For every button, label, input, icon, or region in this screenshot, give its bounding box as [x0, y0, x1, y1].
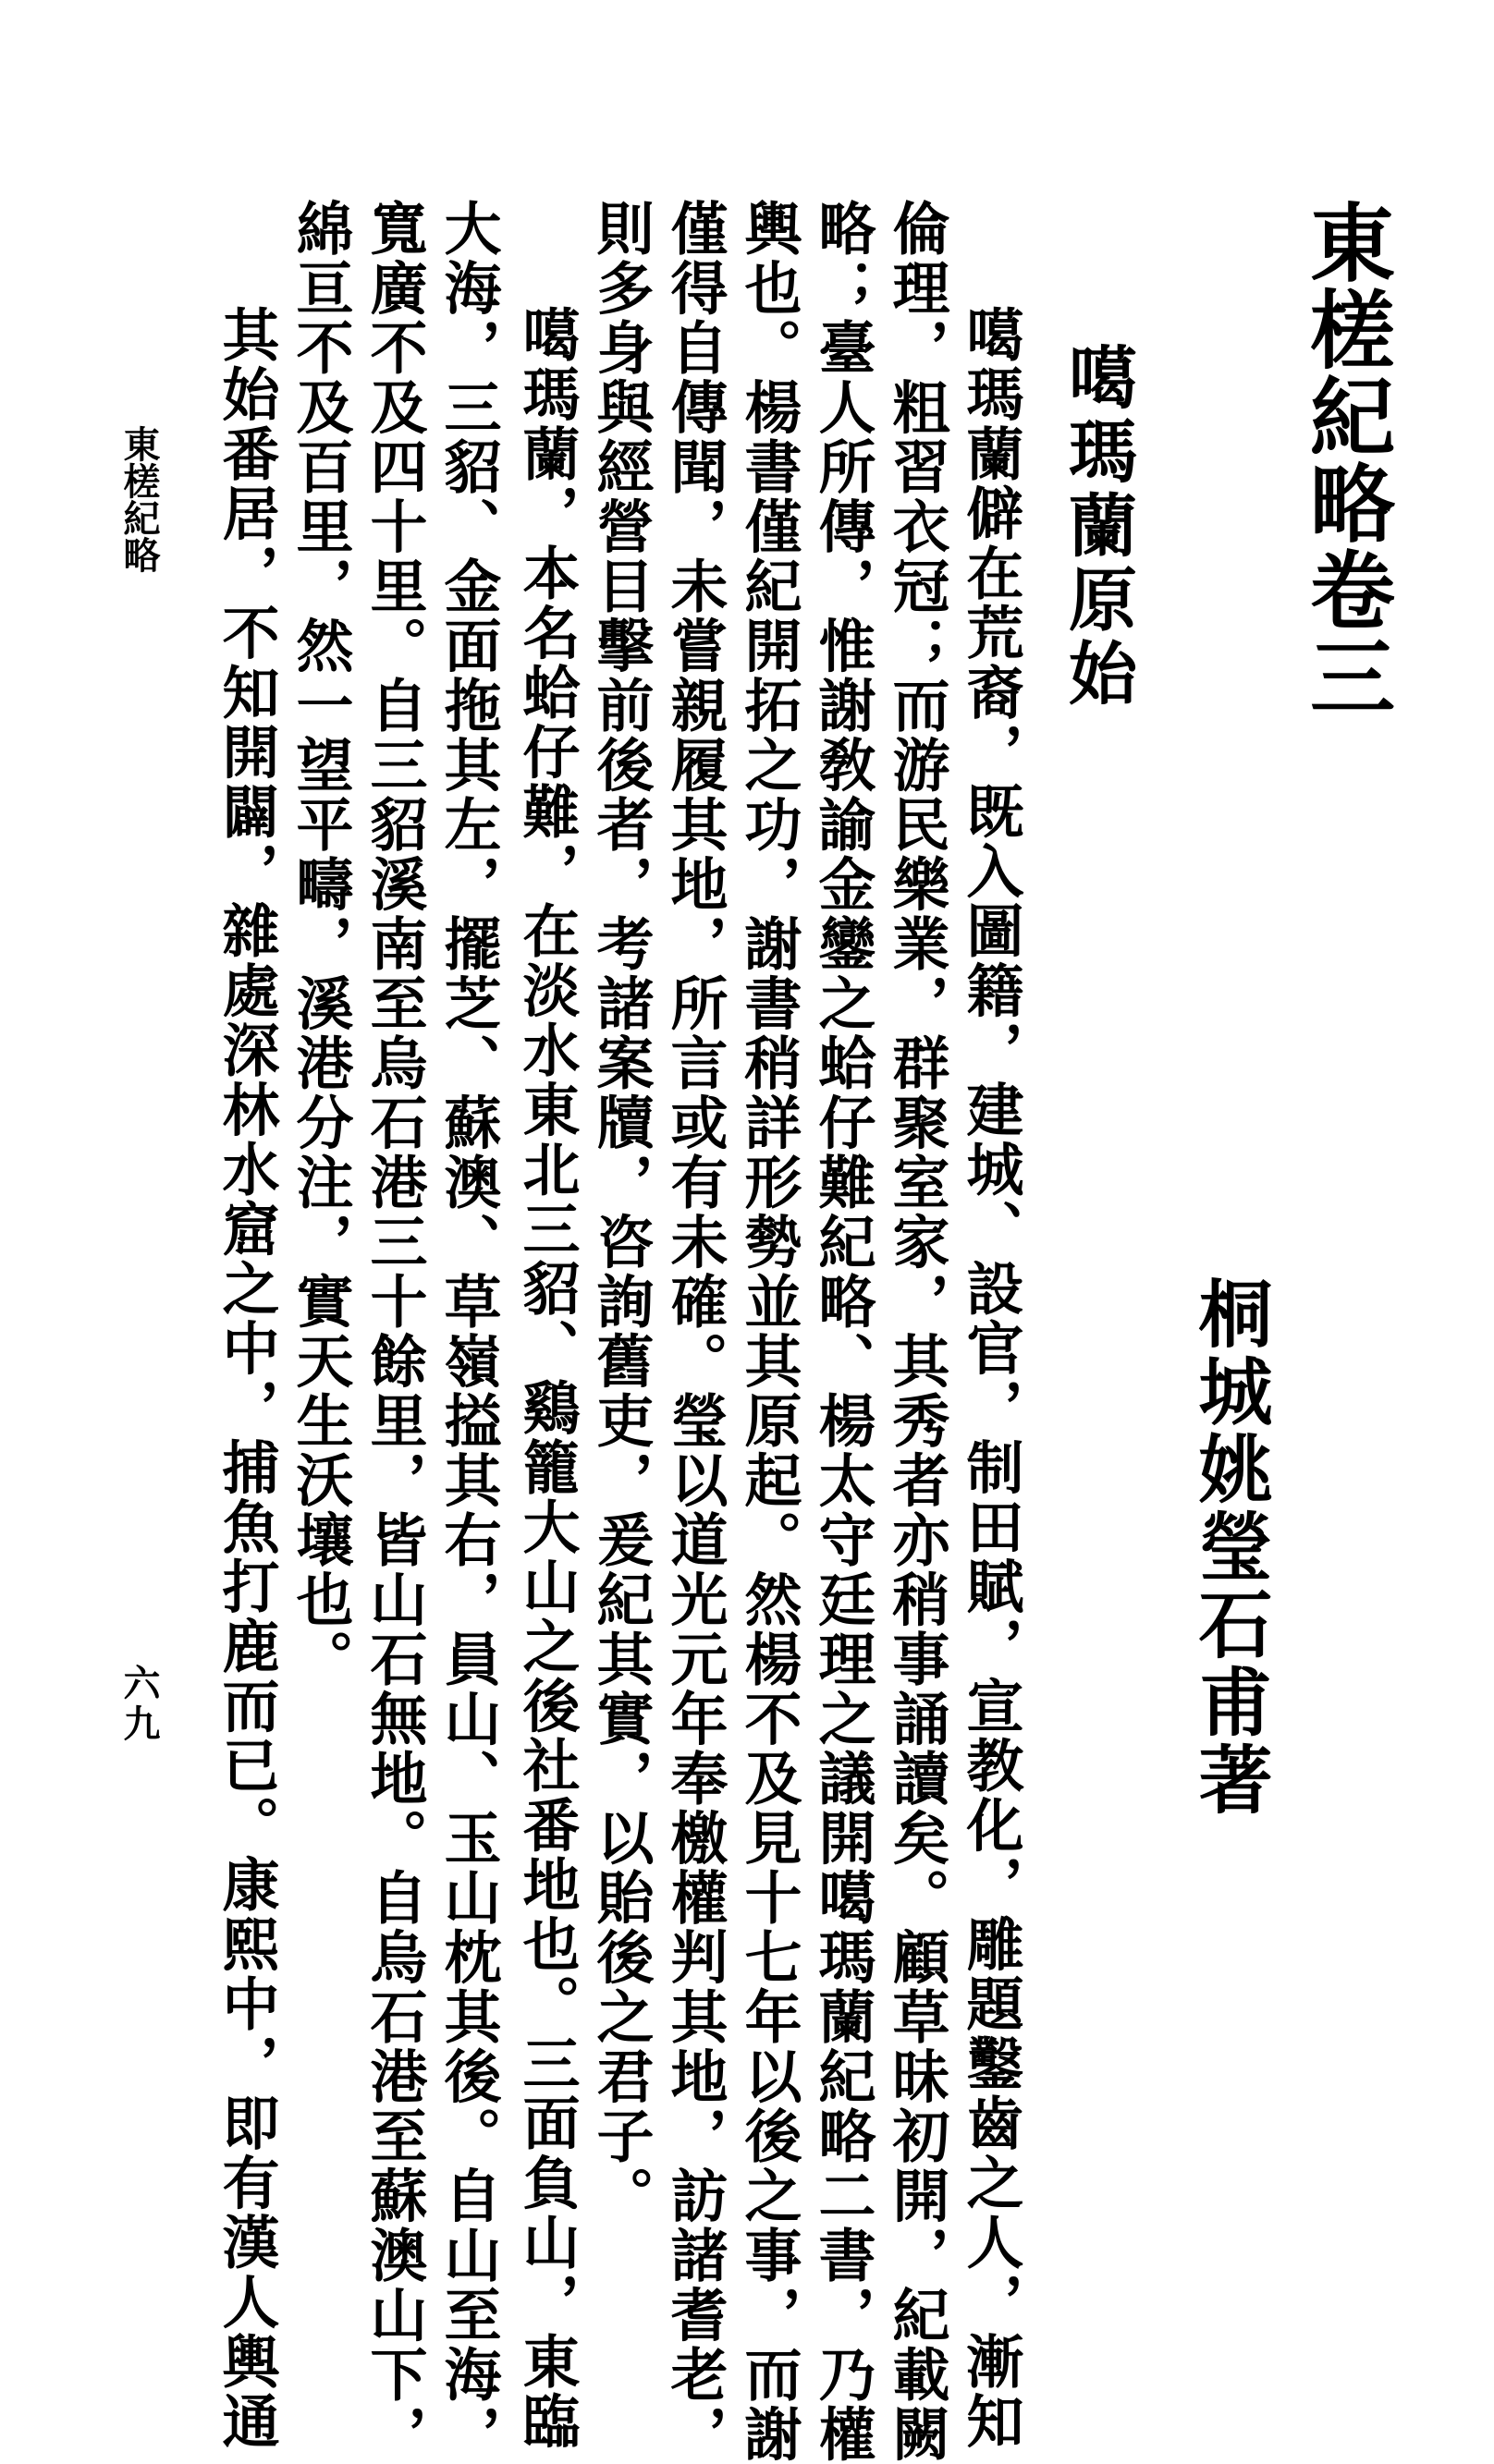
author-line: 桐城姚瑩石甫著 — [1186, 1275, 1273, 1819]
page-number: 六九 — [117, 1664, 161, 1745]
section-title: 噶瑪蘭原始 — [1058, 342, 1137, 712]
body-column-2: 倫理，粗習衣冠；而游民樂業，群聚室家，其秀者亦稍事誦讀矣。顧草昧初開，紀載闕 — [883, 199, 950, 2464]
body-column-8: 大海，三貂、金面拖其左，擺芝、蘇澳、草嶺搤其右，員山、玉山枕其後。自山至海， — [435, 199, 502, 2464]
body-column-9: 寬廣不及四十里。自三貂溪南至烏石港三十餘里，皆山石無地。自烏石港至蘇澳山下， — [361, 199, 428, 2464]
running-title: 東槎紀略 — [117, 425, 161, 573]
body-column-11: 其始番居，不知開闢，雜處深林水窟之中，捕魚打鹿而已。康熙中，即有漢人輿通 — [213, 305, 280, 2451]
body-column-1: 噶瑪蘭僻在荒裔，既入圖籍，建城、設官，制田賦，宣教化，雕題鑿齒之人，漸知 — [957, 305, 1024, 2451]
body-column-5: 僅得自傳聞，未嘗親履其地，所言或有未確。瑩以道光元年奉檄權判其地，訪諸耆老， — [661, 199, 729, 2464]
body-column-6: 則多身與經營目擊前後者，考諸案牘，咨詢舊吏，爰紀其實，以貽後之君子。 — [587, 199, 655, 2226]
body-column-7: 噶瑪蘭，本名蛤仔難，在淡水東北三貂、鷄籠大山之後社番地也。三面負山，東臨 — [513, 305, 581, 2451]
body-column-4: 輿也。楊書僅紀開拓之功，謝書稍詳形勢並其原起。然楊不及見十七年以後之事，而謝 — [735, 199, 802, 2464]
body-column-10: 綿亘不及百里，然一望平疇，溪港分注，實天生沃壤也。 — [287, 199, 354, 1689]
book-title: 東槎紀略卷三 — [1296, 199, 1396, 720]
body-column-3: 略；臺人所傳，惟謝敎諭金鑾之蛤仔難紀略、楊太守廷理之議開噶瑪蘭紀略二書，乃權 — [809, 199, 876, 2464]
